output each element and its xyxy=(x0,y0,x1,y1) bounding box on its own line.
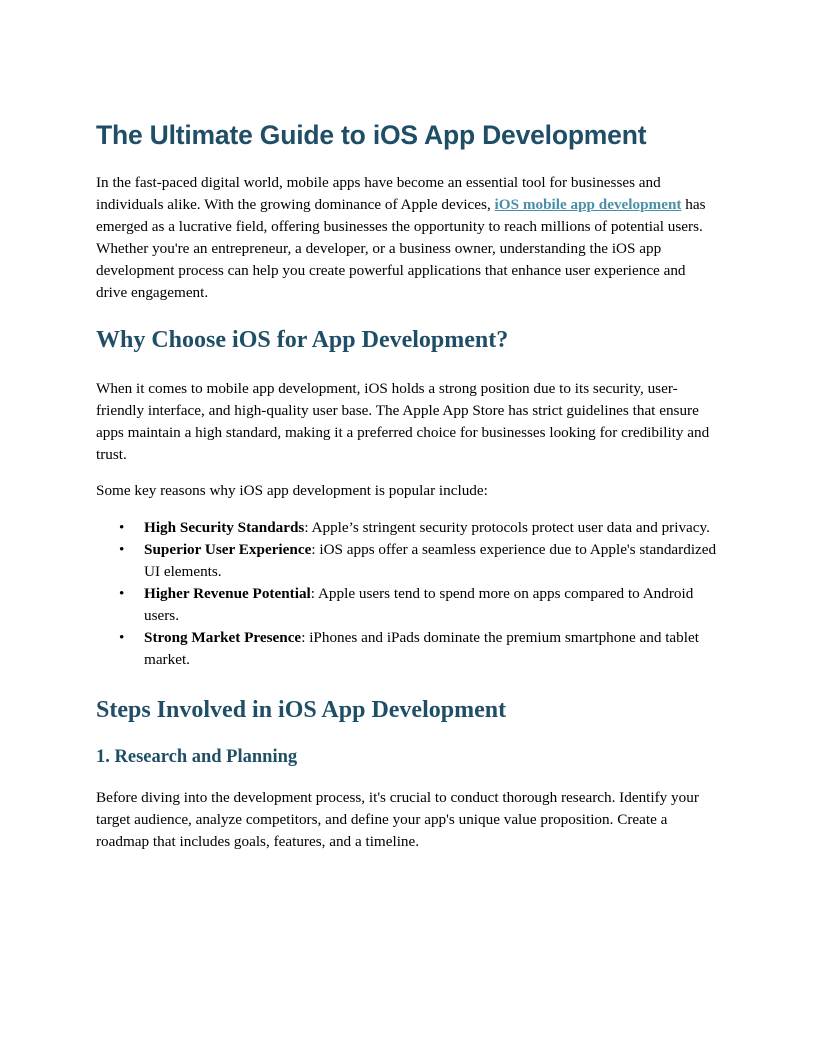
list-item-text: : iPhones and iPads dominate the premium smartphone and tablet market. xyxy=(144,629,699,668)
key-reasons-intro: Some key reasons why iOS app development is popular include: xyxy=(96,482,488,499)
list-item-term: High Security Standards xyxy=(144,519,305,536)
ios-mobile-app-development-link[interactable]: iOS mobile app development xyxy=(494,196,682,213)
intro-text-after-link: has emerged as a lucrative field, offering businesses the opportunity to reach millions of potential users. Whether you're an entrepreneur, a developer, or a business owner, understanding the iOS app development process can help you create powerful applications that enhance user experience and drive engagement. xyxy=(96,196,706,301)
list-item-text: : Apple users tend to spend more on apps compared to Android users. xyxy=(144,585,694,624)
list-item xyxy=(96,517,720,539)
intro-paragraph xyxy=(96,172,720,304)
list-item-term: Strong Market Presence xyxy=(144,629,302,646)
step-1-heading: 1. Research and Planning xyxy=(96,747,298,767)
why-choose-ios-heading: Why Choose iOS for App Development? xyxy=(96,327,509,353)
page-title: The Ultimate Guide to iOS App Development xyxy=(96,120,647,150)
list-item xyxy=(96,627,720,671)
list-item xyxy=(96,583,720,627)
key-reasons-list xyxy=(96,517,720,671)
bullet-icon: • xyxy=(119,541,125,558)
list-item-text: : Apple’s stringent security protocols protect user data and privacy. xyxy=(304,519,710,536)
steps-heading: Steps Involved in iOS App Development xyxy=(96,697,507,723)
list-item-term: Superior User Experience xyxy=(144,541,312,558)
list-item-term: Higher Revenue Potential xyxy=(144,585,311,602)
bullet-icon: • xyxy=(119,629,125,646)
bullet-icon: • xyxy=(119,585,125,602)
step-1-paragraph: Before diving into the development process, it's crucial to conduct thorough research. Identify your target audience, analyze competitors, and define your app's unique value proposition. Create a roadmap that includes goals, features, and a timeline. xyxy=(96,789,699,850)
list-item-text: : iOS apps offer a seamless experience due to Apple's standardized UI elements. xyxy=(144,541,717,580)
why-choose-ios-paragraph: When it comes to mobile app development, iOS holds a strong position due to its security, user-friendly interface, and high-quality user base. The Apple App Store has strict guidelines that ensure apps maintain a high standard, making it a preferred choice for businesses looking for credibility and trust. xyxy=(96,380,710,463)
intro-text-before-link: In the fast-paced digital world, mobile apps have become an essential tool for businesses and individuals alike. With the growing dominance of Apple devices, xyxy=(96,174,661,213)
list-item xyxy=(96,539,720,583)
bullet-icon: • xyxy=(119,519,125,536)
